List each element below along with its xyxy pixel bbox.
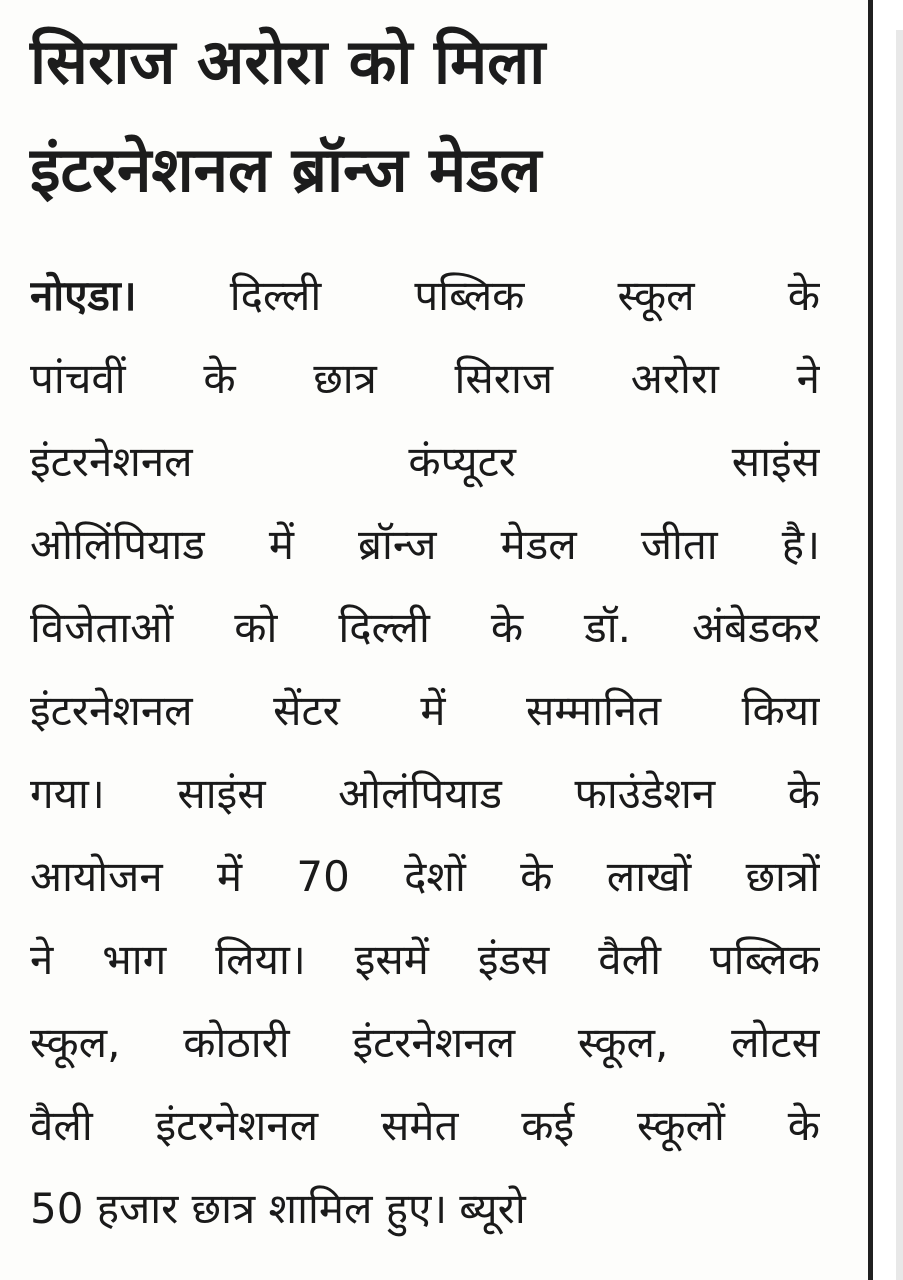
body-word: दिल्ली xyxy=(338,603,430,652)
body-word: के xyxy=(490,603,524,652)
body-word: मेडल xyxy=(500,520,577,569)
body-word: स्कूलों xyxy=(636,1101,725,1150)
body-word: स्कूल, xyxy=(30,1018,121,1067)
body-line xyxy=(30,254,820,337)
body-word: सिराज xyxy=(454,354,554,403)
body-word: छात्रों xyxy=(745,852,820,901)
body-word: 70 xyxy=(296,852,350,901)
article-body xyxy=(30,254,820,1250)
body-word: अरोरा xyxy=(630,354,719,403)
body-word: इंटरनेशनल xyxy=(155,1101,319,1150)
body-word: किया xyxy=(741,686,820,735)
body-word: है। xyxy=(781,520,820,569)
body-word: कोठारी xyxy=(183,1018,290,1067)
body-word: ब्रॉन्ज xyxy=(358,520,437,569)
body-line xyxy=(30,337,820,420)
body-word: लिया। xyxy=(215,935,306,984)
body-word: में xyxy=(420,686,446,735)
body-word: के xyxy=(787,769,820,818)
body-word: फाउंडेशन xyxy=(574,769,716,818)
body-word: के xyxy=(787,271,820,320)
body-word: छात्र xyxy=(313,354,377,403)
body-line xyxy=(30,835,820,918)
body-word: वैली xyxy=(30,1101,93,1150)
body-word: समेत xyxy=(380,1101,459,1150)
body-word: आयोजन xyxy=(30,852,163,901)
body-word: के xyxy=(787,1101,820,1150)
body-word: डॉ. xyxy=(584,603,631,652)
body-word: भाग xyxy=(102,935,167,984)
body-line xyxy=(30,503,820,586)
body-word: कई xyxy=(521,1101,575,1150)
body-word: इंडस xyxy=(477,935,550,984)
body-word: सम्मानित xyxy=(526,686,662,735)
body-line xyxy=(30,1167,820,1250)
body-word: ने xyxy=(796,354,820,403)
body-word: के xyxy=(520,852,553,901)
dateline: नोएडा। xyxy=(30,271,137,320)
body-word: ओलंपियाड xyxy=(338,769,503,818)
body-word: लाखों xyxy=(606,852,692,901)
body-word: में xyxy=(216,852,243,901)
body-word: इंटरनेशनल xyxy=(352,1018,516,1067)
body-word: ओलिंपियाड xyxy=(30,520,205,569)
body-line xyxy=(30,669,820,752)
body-word: में xyxy=(268,520,294,569)
body-line xyxy=(30,752,820,835)
body-line xyxy=(30,586,820,669)
body-word: इंटरनेशनल xyxy=(30,686,193,735)
body-word: स्कूल, xyxy=(577,1018,669,1067)
page-edge-shadow xyxy=(896,30,903,1280)
body-line xyxy=(30,1084,820,1167)
body-line xyxy=(30,420,820,503)
body-word: लोटस xyxy=(731,1018,820,1067)
body-word: विजेताओं xyxy=(30,603,174,652)
body-word: ब्यूरो xyxy=(459,1184,526,1233)
body-word: जीता xyxy=(640,520,718,569)
headline-line-1: सिराज अरोरा को मिला xyxy=(30,25,546,98)
body-word: इसमें xyxy=(354,935,429,984)
body-word: स्कूल xyxy=(617,271,695,320)
body-word: साइंस xyxy=(731,437,820,486)
body-word: के xyxy=(203,354,236,403)
body-word: पांचवीं xyxy=(30,354,126,403)
body-word: 50 हजार छात्र शामिल हुए। xyxy=(30,1184,448,1233)
body-word: गया। xyxy=(30,769,105,818)
body-line xyxy=(30,1001,820,1084)
body-word: इंटरनेशनल xyxy=(30,437,193,486)
body-word: को xyxy=(234,603,278,652)
body-word: ने xyxy=(30,935,54,984)
body-word: दिल्ली xyxy=(229,271,322,320)
body-word: कंप्यूटर xyxy=(408,437,516,486)
body-word: सेंटर xyxy=(273,686,340,735)
body-word: पब्लिक xyxy=(709,935,820,984)
body-word: देशों xyxy=(404,852,466,901)
body-word: अंबेडकर xyxy=(691,603,820,652)
body-word: पब्लिक xyxy=(414,271,525,320)
headline-line-2: इंटरनेशनल ब्रॉन्ज मेडल xyxy=(30,133,542,206)
body-word: साइंस xyxy=(177,769,266,818)
body-line xyxy=(30,918,820,1001)
body-word: वैली xyxy=(598,935,661,984)
headline xyxy=(30,8,830,224)
